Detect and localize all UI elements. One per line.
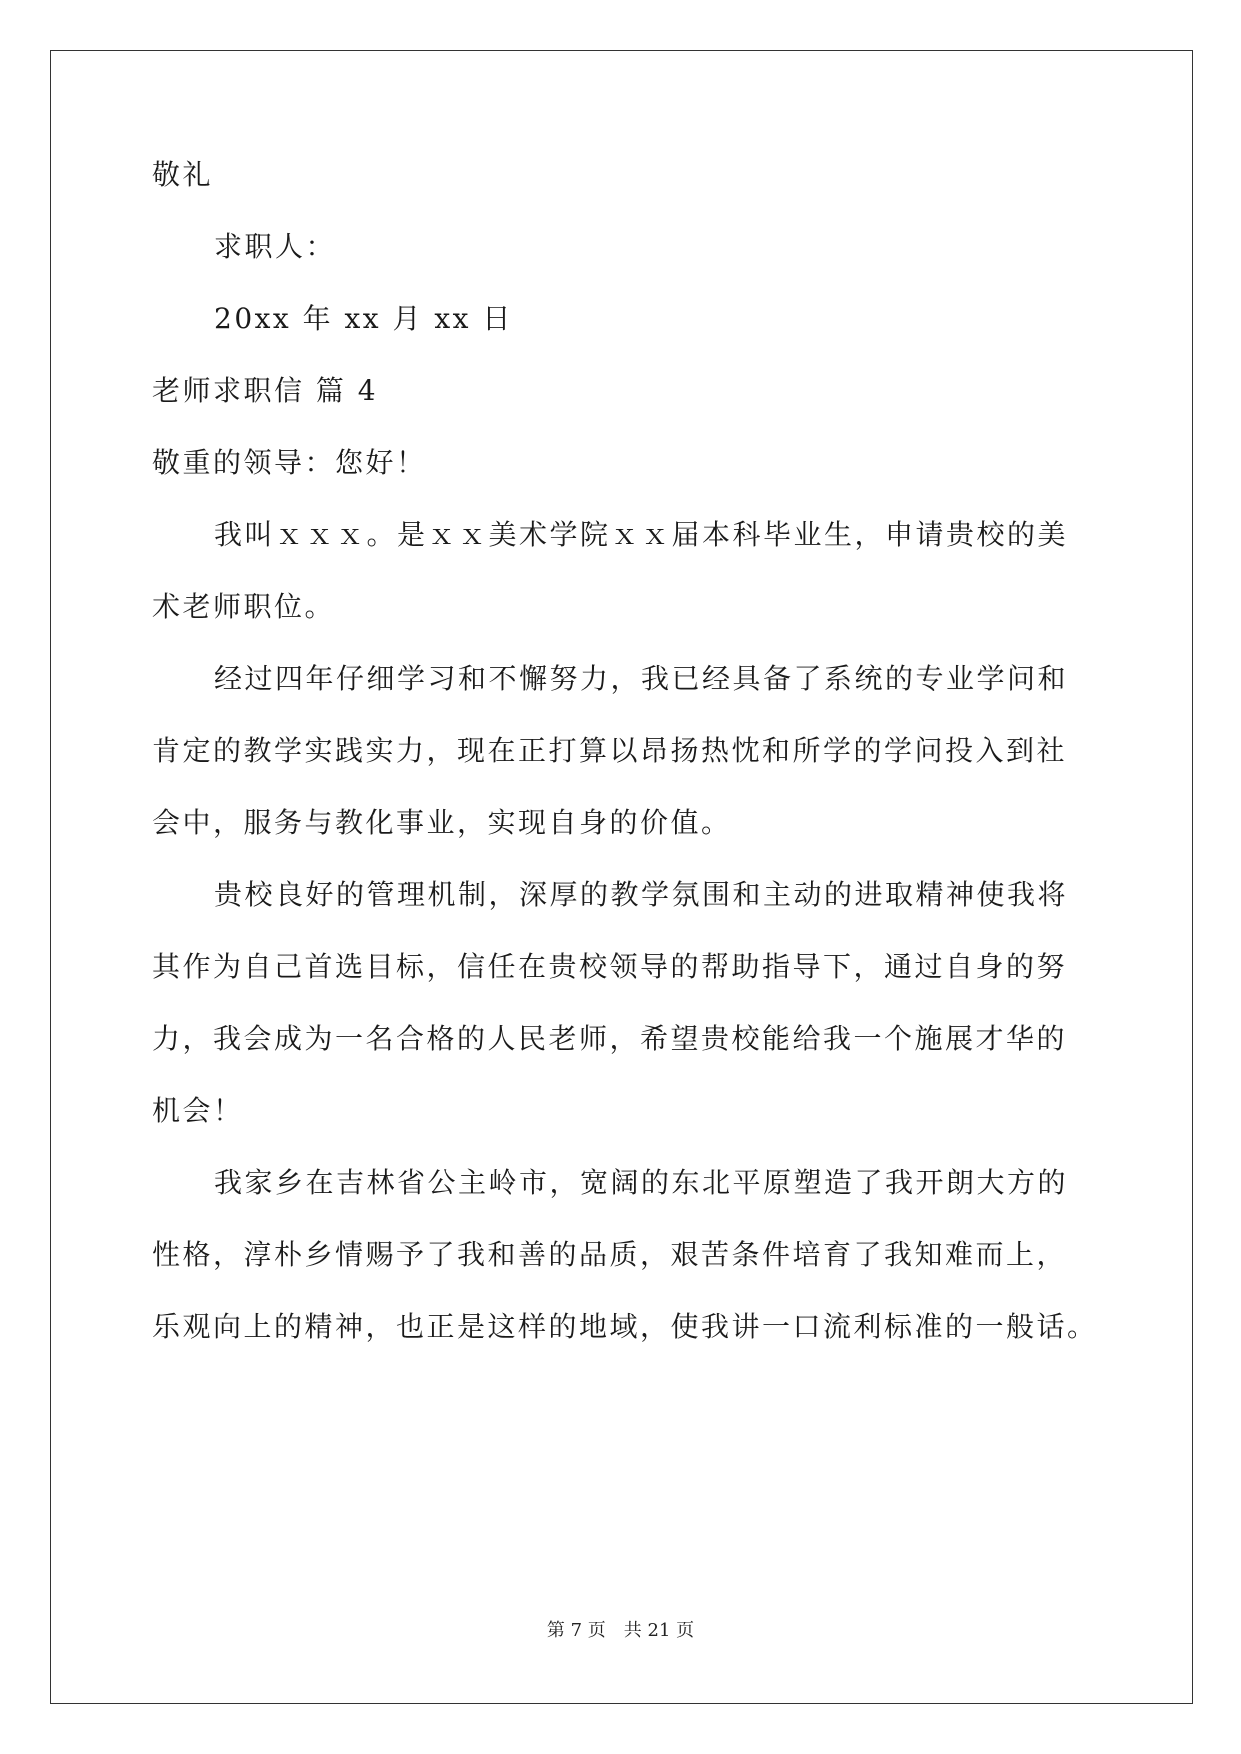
paragraph-2-line-2: 肯定的教学实践实力，现在正打算以昂扬热忱和所学的学问投入到社 (152, 734, 1068, 767)
paragraph-3-line-3: 力，我会成为一名合格的人民老师，希望贵校能给我一个施展才华的 (152, 1022, 1068, 1055)
paragraph-3-line-4: 机会！ (152, 1094, 244, 1127)
page-total: 共 21 页 (623, 1620, 695, 1641)
paragraph-2-line-3: 会中，服务与教化事业，实现自身的价值。 (152, 806, 732, 839)
paragraph-2-line-1: 经过四年仔细学习和不懈努力，我已经具备了系统的专业学问和 (214, 662, 1069, 695)
paragraph-3-line-2: 其作为自己首选目标，信任在贵校领导的帮助指导下，通过自身的努 (152, 950, 1068, 983)
paragraph-1-line-2: 术老师职位。 (152, 590, 336, 623)
page-footer (0, 1619, 1241, 1643)
paragraph-4-line-1: 我家乡在吉林省公主岭市，宽阔的东北平原塑造了我开朗大方的 (214, 1166, 1069, 1199)
greeting: 敬重的领导：您好！ (152, 446, 427, 479)
paragraph-4-line-3: 乐观向上的精神，也正是这样的地域，使我讲一口流利标准的一般话。 (152, 1310, 1098, 1343)
paragraph-1-line-1: 我叫ｘｘｘ。是ｘｘ美术学院ｘｘ届本科毕业生，申请贵校的美 (214, 518, 1069, 551)
date-line: 20xx 年 xx 月 xx 日 (214, 302, 513, 335)
signature-label: 求职人： (214, 230, 337, 263)
paragraph-3-line-1: 贵校良好的管理机制，深厚的教学氛围和主动的进取精神使我将 (214, 878, 1069, 911)
paragraph-4-line-2: 性格，淳朴乡情赐予了我和善的品质，艰苦条件培育了我知难而上， (152, 1238, 1068, 1271)
page-number: 第 7 页 (546, 1620, 606, 1641)
closing-salutation: 敬礼 (152, 158, 214, 191)
section-heading: 老师求职信 篇 4 (152, 374, 379, 407)
